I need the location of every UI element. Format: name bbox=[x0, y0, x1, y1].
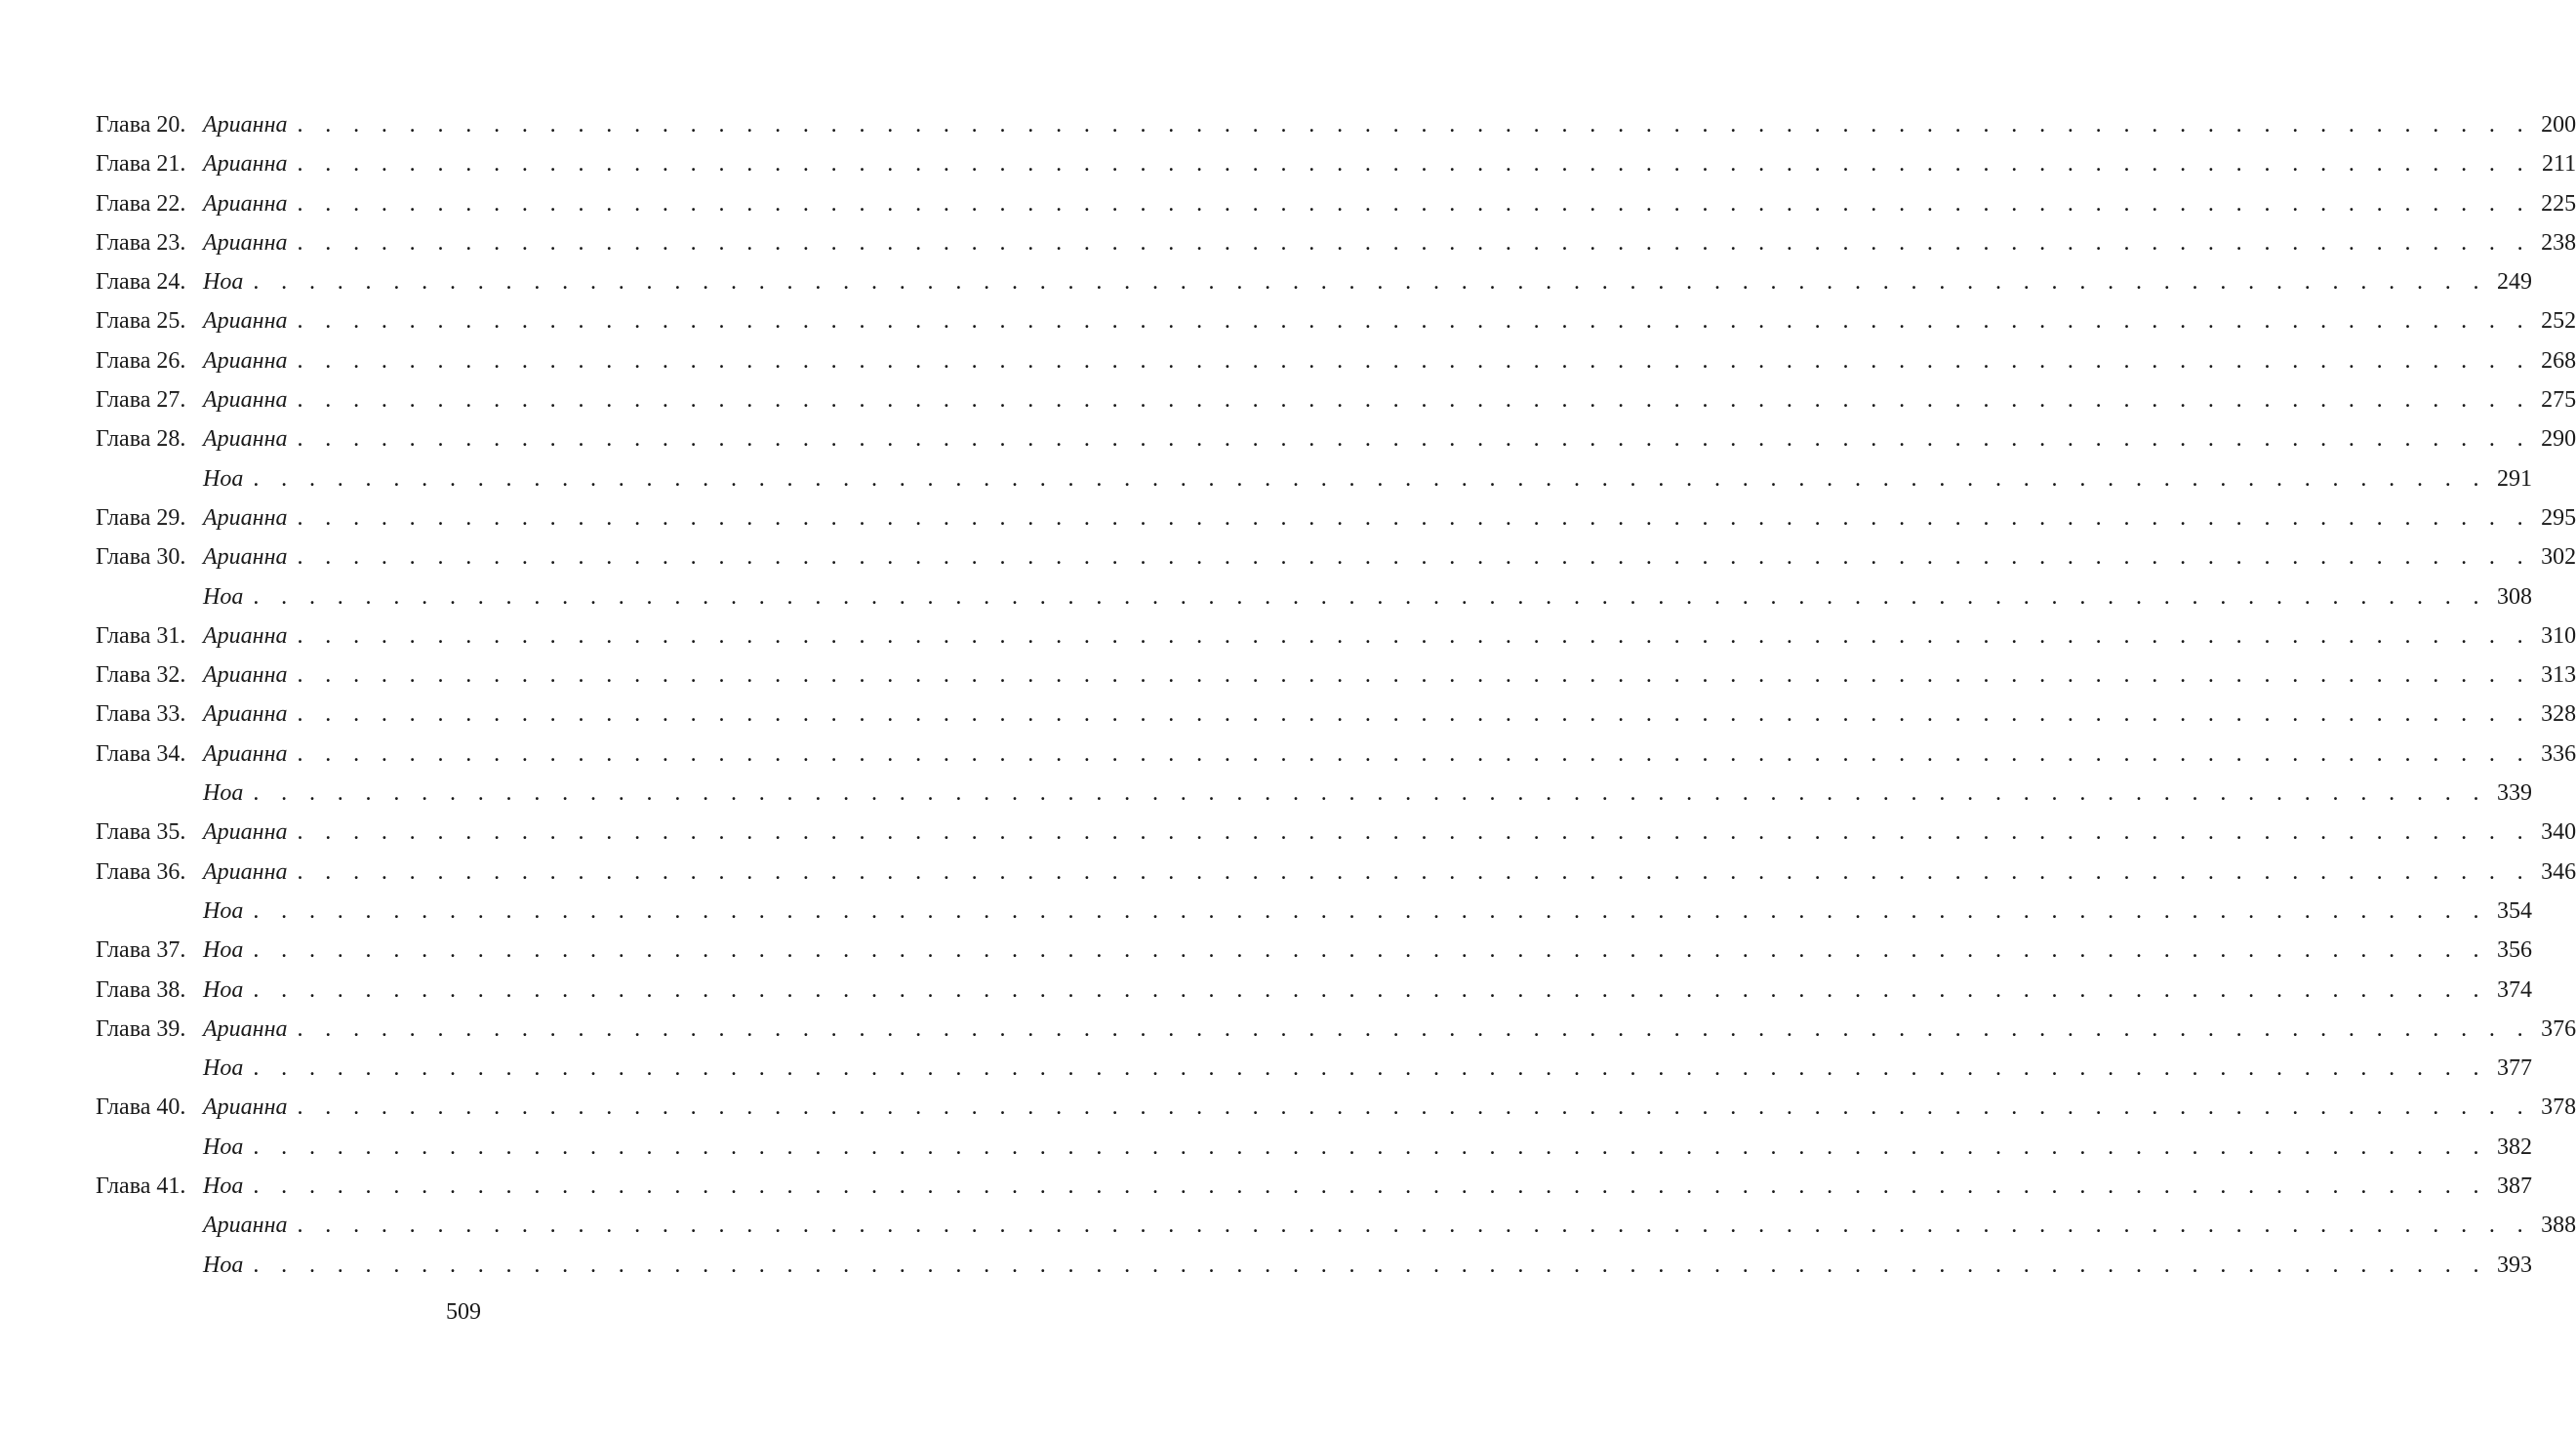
narrator-name: Ноа bbox=[203, 976, 244, 1003]
dot-leader: . . . . . . . . . . . . . . . . . . . . . . . . . . . . . . . . . . . . . . . . . . . . . . . . . . . . . . . . . . . . . . . . . . . . . . . . . . . . . . . . bbox=[297, 387, 2532, 414]
chapter-label: Глава 40. bbox=[96, 1094, 186, 1121]
toc-entry bbox=[96, 223, 2576, 262]
dot-leader: . . . . . . . . . . . . . . . . . . . . . . . . . . . . . . . . . . . . . . . . . . . . . . . . . . . . . . . . . . . . . . . . . . . . . . . . . . . . . . . . bbox=[253, 937, 2487, 964]
page-reference: 393 bbox=[2496, 1252, 2532, 1278]
narrator-name: Ноа bbox=[203, 937, 244, 964]
chapter-label: Глава 35. bbox=[96, 819, 186, 846]
chapter-label: Глава 23. bbox=[96, 229, 186, 256]
dot-leader: . . . . . . . . . . . . . . . . . . . . . . . . . . . . . . . . . . . . . . . . . . . . . . . . . . . . . . . . . . . . . . . . . . . . . . . . . . . . . . . . bbox=[297, 819, 2532, 846]
narrator-name: Арианна bbox=[203, 347, 288, 374]
page-reference: 200 bbox=[2541, 112, 2576, 138]
dot-leader: . . . . . . . . . . . . . . . . . . . . . . . . . . . . . . . . . . . . . . . . . . . . . . . . . . . . . . . . . . . . . . . . . . . . . . . . . . . . . . . . bbox=[253, 269, 2487, 296]
chapter-label: Глава 39. bbox=[96, 1015, 186, 1042]
dot-leader: . . . . . . . . . . . . . . . . . . . . . . . . . . . . . . . . . . . . . . . . . . . . . . . . . . . . . . . . . . . . . . . . . . . . . . . . . . . . . . . . bbox=[253, 1055, 2487, 1082]
toc-entry bbox=[96, 617, 2576, 656]
narrator-name: Арианна bbox=[203, 740, 288, 767]
page-reference: 382 bbox=[2496, 1134, 2532, 1160]
dot-leader: . . . . . . . . . . . . . . . . . . . . . . . . . . . . . . . . . . . . . . . . . . . . . . . . . . . . . . . . . . . . . . . . . . . . . . . . . . . . . . . . bbox=[297, 308, 2532, 335]
chapter-label: Глава 34. bbox=[96, 740, 186, 767]
narrator-name: Арианна bbox=[203, 151, 288, 178]
toc-entry bbox=[96, 105, 2576, 144]
toc-entry bbox=[96, 144, 2576, 183]
chapter-label: Глава 20. bbox=[96, 112, 186, 138]
chapter-label: Глава 38. bbox=[96, 976, 186, 1003]
toc-entry bbox=[96, 735, 2576, 774]
toc-entry bbox=[96, 656, 2576, 695]
chapter-label: Глава 27. bbox=[96, 387, 186, 414]
page-reference: 336 bbox=[2541, 740, 2576, 767]
dot-leader: . . . . . . . . . . . . . . . . . . . . . . . . . . . . . . . . . . . . . . . . . . . . . . . . . . . . . . . . . . . . . . . . . . . . . . . . . . . . . . . . bbox=[297, 858, 2532, 885]
narrator-name: Арианна bbox=[203, 1015, 288, 1042]
narrator-name: Арианна bbox=[203, 112, 288, 138]
chapter-label: Глава 29. bbox=[96, 504, 186, 531]
page-reference: 377 bbox=[2496, 1055, 2532, 1082]
narrator-name: Ноа bbox=[203, 465, 244, 492]
dot-leader: . . . . . . . . . . . . . . . . . . . . . . . . . . . . . . . . . . . . . . . . . . . . . . . . . . . . . . . . . . . . . . . . . . . . . . . . . . . . . . . . bbox=[297, 701, 2532, 728]
dot-leader: . . . . . . . . . . . . . . . . . . . . . . . . . . . . . . . . . . . . . . . . . . . . . . . . . . . . . . . . . . . . . . . . . . . . . . . . . . . . . . . . bbox=[297, 229, 2532, 256]
narrator-name: Арианна bbox=[203, 1213, 288, 1239]
toc-entry bbox=[96, 301, 2576, 340]
toc-entry bbox=[96, 262, 2532, 301]
page-reference: 310 bbox=[2541, 622, 2576, 649]
table-of-contents bbox=[96, 105, 2576, 1285]
narrator-name: Ноа bbox=[203, 1055, 244, 1082]
toc-entry bbox=[96, 931, 2532, 970]
dot-leader: . . . . . . . . . . . . . . . . . . . . . . . . . . . . . . . . . . . . . . . . . . . . . . . . . . . . . . . . . . . . . . . . . . . . . . . . . . . . . . . . bbox=[253, 583, 2487, 610]
narrator-name: Ноа bbox=[203, 780, 244, 807]
toc-entry bbox=[96, 695, 2576, 734]
toc-entry bbox=[96, 1167, 2532, 1206]
dot-leader: . . . . . . . . . . . . . . . . . . . . . . . . . . . . . . . . . . . . . . . . . . . . . . . . . . . . . . . . . . . . . . . . . . . . . . . . . . . . . . . . bbox=[297, 504, 2532, 531]
toc-entry bbox=[96, 1010, 2576, 1049]
toc-entry bbox=[96, 1128, 2532, 1167]
dot-leader: . . . . . . . . . . . . . . . . . . . . . . . . . . . . . . . . . . . . . . . . . . . . . . . . . . . . . . . . . . . . . . . . . . . . . . . . . . . . . . . . bbox=[297, 1015, 2532, 1042]
toc-entry bbox=[96, 380, 2576, 419]
dot-leader: . . . . . . . . . . . . . . . . . . . . . . . . . . . . . . . . . . . . . . . . . . . . . . . . . . . . . . . . . . . . . . . . . . . . . . . . . . . . . . . . bbox=[297, 1213, 2532, 1239]
narrator-name: Арианна bbox=[203, 622, 288, 649]
chapter-label: Глава 24. bbox=[96, 269, 186, 296]
chapter-label: Глава 25. bbox=[96, 308, 186, 335]
toc-entry bbox=[96, 537, 2576, 577]
narrator-name: Арианна bbox=[203, 544, 288, 571]
chapter-label: Глава 21. bbox=[96, 151, 186, 178]
toc-entry bbox=[96, 1049, 2532, 1088]
chapter-label: Глава 28. bbox=[96, 426, 186, 453]
dot-leader: . . . . . . . . . . . . . . . . . . . . . . . . . . . . . . . . . . . . . . . . . . . . . . . . . . . . . . . . . . . . . . . . . . . . . . . . . . . . . . . . bbox=[297, 426, 2532, 453]
toc-entry bbox=[96, 892, 2532, 931]
narrator-name: Арианна bbox=[203, 308, 288, 335]
dot-leader: . . . . . . . . . . . . . . . . . . . . . . . . . . . . . . . . . . . . . . . . . . . . . . . . . . . . . . . . . . . . . . . . . . . . . . . . . . . . . . . . bbox=[297, 662, 2532, 689]
page-reference: 339 bbox=[2496, 780, 2532, 807]
toc-entry bbox=[96, 1206, 2576, 1245]
chapter-label: Глава 30. bbox=[96, 544, 186, 571]
page-reference: 291 bbox=[2496, 465, 2532, 492]
narrator-name: Арианна bbox=[203, 426, 288, 453]
narrator-name: Арианна bbox=[203, 858, 288, 885]
page-reference: 268 bbox=[2541, 347, 2576, 374]
dot-leader: . . . . . . . . . . . . . . . . . . . . . . . . . . . . . . . . . . . . . . . . . . . . . . . . . . . . . . . . . . . . . . . . . . . . . . . . . . . . . . . . bbox=[297, 112, 2532, 138]
page-reference: 388 bbox=[2541, 1213, 2576, 1239]
toc-entry bbox=[96, 1088, 2576, 1127]
chapter-label: Глава 33. bbox=[96, 701, 186, 728]
dot-leader: . . . . . . . . . . . . . . . . . . . . . . . . . . . . . . . . . . . . . . . . . . . . . . . . . . . . . . . . . . . . . . . . . . . . . . . . . . . . . . . . bbox=[297, 190, 2532, 217]
dot-leader: . . . . . . . . . . . . . . . . . . . . . . . . . . . . . . . . . . . . . . . . . . . . . . . . . . . . . . . . . . . . . . . . . . . . . . . . . . . . . . . . bbox=[297, 151, 2532, 178]
dot-leader: . . . . . . . . . . . . . . . . . . . . . . . . . . . . . . . . . . . . . . . . . . . . . . . . . . . . . . . . . . . . . . . . . . . . . . . . . . . . . . . . bbox=[253, 1252, 2487, 1278]
dot-leader: . . . . . . . . . . . . . . . . . . . . . . . . . . . . . . . . . . . . . . . . . . . . . . . . . . . . . . . . . . . . . . . . . . . . . . . . . . . . . . . . bbox=[253, 465, 2487, 492]
chapter-label: Глава 22. bbox=[96, 190, 186, 217]
narrator-name: Арианна bbox=[203, 504, 288, 531]
narrator-name: Арианна bbox=[203, 1094, 288, 1121]
toc-entry bbox=[96, 419, 2576, 458]
page-reference: 225 bbox=[2541, 190, 2576, 217]
narrator-name: Арианна bbox=[203, 190, 288, 217]
page-reference: 252 bbox=[2541, 308, 2576, 335]
page-reference: 295 bbox=[2541, 504, 2576, 531]
chapter-label: Глава 36. bbox=[96, 858, 186, 885]
dot-leader: . . . . . . . . . . . . . . . . . . . . . . . . . . . . . . . . . . . . . . . . . . . . . . . . . . . . . . . . . . . . . . . . . . . . . . . . . . . . . . . . bbox=[253, 897, 2487, 924]
dot-leader: . . . . . . . . . . . . . . . . . . . . . . . . . . . . . . . . . . . . . . . . . . . . . . . . . . . . . . . . . . . . . . . . . . . . . . . . . . . . . . . . bbox=[297, 740, 2532, 767]
toc-entry bbox=[96, 184, 2576, 223]
toc-entry bbox=[96, 459, 2532, 498]
page-reference: 275 bbox=[2541, 387, 2576, 414]
page-reference: 211 bbox=[2541, 151, 2576, 178]
page-reference: 378 bbox=[2541, 1094, 2576, 1121]
toc-entry bbox=[96, 971, 2532, 1010]
dot-leader: . . . . . . . . . . . . . . . . . . . . . . . . . . . . . . . . . . . . . . . . . . . . . . . . . . . . . . . . . . . . . . . . . . . . . . . . . . . . . . . . bbox=[297, 622, 2532, 649]
dot-leader: . . . . . . . . . . . . . . . . . . . . . . . . . . . . . . . . . . . . . . . . . . . . . . . . . . . . . . . . . . . . . . . . . . . . . . . . . . . . . . . . bbox=[297, 1094, 2532, 1121]
dot-leader: . . . . . . . . . . . . . . . . . . . . . . . . . . . . . . . . . . . . . . . . . . . . . . . . . . . . . . . . . . . . . . . . . . . . . . . . . . . . . . . . bbox=[297, 347, 2532, 374]
narrator-name: Ноа bbox=[203, 583, 244, 610]
dot-leader: . . . . . . . . . . . . . . . . . . . . . . . . . . . . . . . . . . . . . . . . . . . . . . . . . . . . . . . . . . . . . . . . . . . . . . . . . . . . . . . . bbox=[253, 780, 2487, 807]
narrator-name: Арианна bbox=[203, 229, 288, 256]
narrator-name: Ноа bbox=[203, 1252, 244, 1278]
page-reference: 374 bbox=[2496, 976, 2532, 1003]
toc-entry bbox=[96, 577, 2532, 617]
narrator-name: Арианна bbox=[203, 387, 288, 414]
narrator-name: Ноа bbox=[203, 897, 244, 924]
toc-entry bbox=[96, 813, 2576, 852]
chapter-label: Глава 41. bbox=[96, 1173, 186, 1200]
chapter-label: Глава 37. bbox=[96, 937, 186, 964]
dot-leader: . . . . . . . . . . . . . . . . . . . . . . . . . . . . . . . . . . . . . . . . . . . . . . . . . . . . . . . . . . . . . . . . . . . . . . . . . . . . . . . . bbox=[253, 1173, 2487, 1200]
toc-entry bbox=[96, 498, 2576, 537]
dot-leader: . . . . . . . . . . . . . . . . . . . . . . . . . . . . . . . . . . . . . . . . . . . . . . . . . . . . . . . . . . . . . . . . . . . . . . . . . . . . . . . . bbox=[297, 544, 2532, 571]
page-reference: 340 bbox=[2541, 819, 2576, 846]
chapter-label: Глава 32. bbox=[96, 662, 186, 689]
page-reference: 290 bbox=[2541, 426, 2576, 453]
chapter-label: Глава 26. bbox=[96, 347, 186, 374]
page-reference: 356 bbox=[2496, 937, 2532, 964]
page-reference: 387 bbox=[2496, 1173, 2532, 1200]
toc-entry bbox=[96, 774, 2532, 813]
toc-entry bbox=[96, 1246, 2532, 1285]
narrator-name: Ноа bbox=[203, 1134, 244, 1160]
page-reference: 346 bbox=[2541, 858, 2576, 885]
narrator-name: Ноа bbox=[203, 1173, 244, 1200]
narrator-name: Арианна bbox=[203, 701, 288, 728]
narrator-name: Ноа bbox=[203, 269, 244, 296]
page-reference: 308 bbox=[2496, 583, 2532, 610]
page-reference: 328 bbox=[2541, 701, 2576, 728]
toc-entry bbox=[96, 853, 2576, 892]
page-reference: 313 bbox=[2541, 662, 2576, 689]
page-reference: 249 bbox=[2496, 269, 2532, 296]
toc-entry bbox=[96, 341, 2576, 380]
page-number: 509 bbox=[446, 1299, 481, 1325]
page-reference: 376 bbox=[2541, 1015, 2576, 1042]
dot-leader: . . . . . . . . . . . . . . . . . . . . . . . . . . . . . . . . . . . . . . . . . . . . . . . . . . . . . . . . . . . . . . . . . . . . . . . . . . . . . . . . bbox=[253, 976, 2487, 1003]
chapter-label: Глава 31. bbox=[96, 622, 186, 649]
dot-leader: . . . . . . . . . . . . . . . . . . . . . . . . . . . . . . . . . . . . . . . . . . . . . . . . . . . . . . . . . . . . . . . . . . . . . . . . . . . . . . . . bbox=[253, 1134, 2487, 1160]
narrator-name: Арианна bbox=[203, 819, 288, 846]
page-reference: 354 bbox=[2496, 897, 2532, 924]
page-reference: 238 bbox=[2541, 229, 2576, 256]
narrator-name: Арианна bbox=[203, 662, 288, 689]
page-reference: 302 bbox=[2541, 544, 2576, 571]
